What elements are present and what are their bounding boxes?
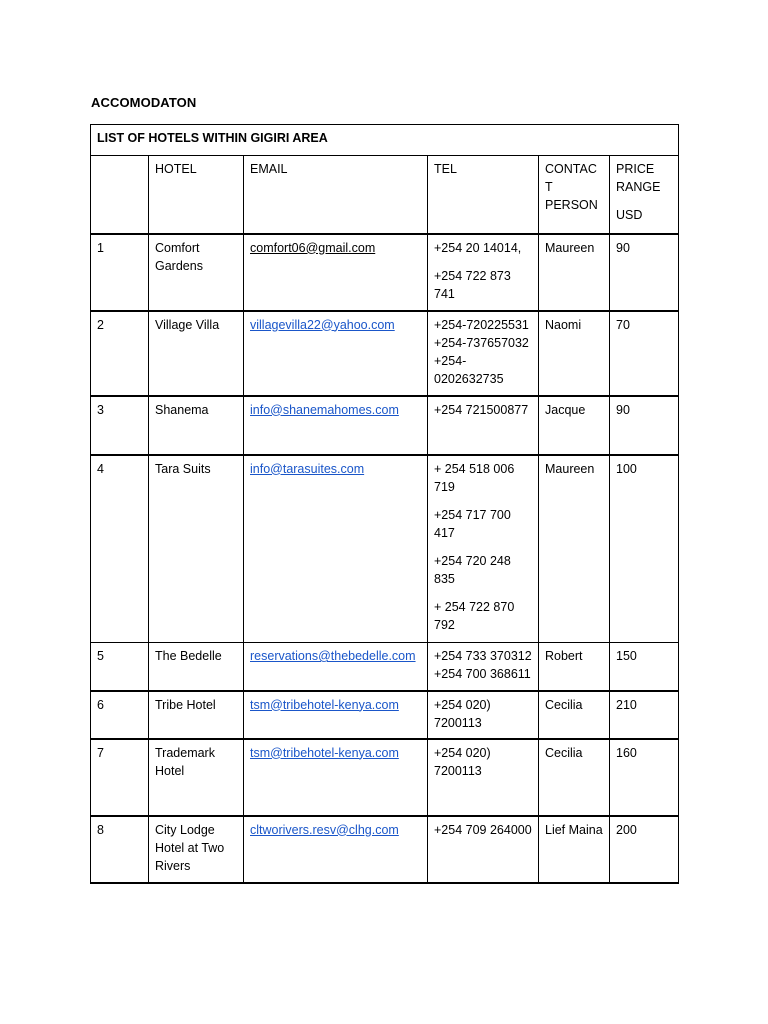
row-number: 6 <box>91 691 149 739</box>
email-link[interactable]: comfort06@gmail.com <box>250 240 376 255</box>
email-link[interactable]: reservations@thebedelle.com <box>250 649 416 663</box>
row-number: 7 <box>91 739 149 816</box>
tel-number: +254 20 14014, <box>434 240 522 255</box>
header-price-currency: USD <box>616 208 643 222</box>
header-contact <box>539 156 610 234</box>
tel-number: +254 722 873 741 <box>434 268 511 301</box>
email-link[interactable]: tsm@tribehotel-kenya.com <box>250 745 399 760</box>
price: 160 <box>610 739 679 816</box>
table-row <box>91 816 679 883</box>
tel-number: +254-737657032 <box>434 335 529 350</box>
header-price <box>610 156 679 234</box>
hotel-name: Village Villa <box>149 311 244 396</box>
tel-number: +254 717 700 417 <box>434 507 511 540</box>
hotel-tel <box>428 311 539 396</box>
hotel-name: Tribe Hotel <box>149 691 244 739</box>
table-row <box>91 643 679 691</box>
hotel-email <box>244 739 428 816</box>
contact-person: Maureen <box>539 234 610 311</box>
row-number: 2 <box>91 311 149 396</box>
contact-person: Robert <box>539 643 610 691</box>
email-link[interactable]: info@shanemahomes.com <box>250 402 399 417</box>
email-link[interactable]: villagevilla22@yahoo.com <box>250 317 395 332</box>
price: 200 <box>610 816 679 883</box>
contact-person: Cecilia <box>539 739 610 816</box>
header-contact-line: PERSON <box>545 198 598 212</box>
contact-person: Jacque <box>539 396 610 455</box>
row-number: 3 <box>91 396 149 455</box>
price: 70 <box>610 311 679 396</box>
tel-number: +254-720225531 <box>434 317 529 332</box>
header-price-line: PRICE <box>616 162 655 176</box>
tel-number: +254 733 370312 <box>434 649 532 663</box>
price: 90 <box>610 234 679 311</box>
hotel-name: Comfort Gardens <box>149 234 244 311</box>
hotels-table <box>90 124 679 884</box>
hotel-email <box>244 816 428 883</box>
hotel-name: Tara Suits <box>149 455 244 643</box>
header-tel: TEL <box>428 156 539 234</box>
hotel-tel <box>428 455 539 643</box>
table-row <box>91 311 679 396</box>
table-caption: LIST OF HOTELS WITHIN GIGIRI AREA <box>91 125 679 156</box>
price: 100 <box>610 455 679 643</box>
hotel-email <box>244 643 428 691</box>
table-row <box>91 234 679 311</box>
row-number: 1 <box>91 234 149 311</box>
tel-number: + 254 722 870 792 <box>434 599 515 632</box>
header-price-line: RANGE <box>616 180 661 194</box>
tel-number: +254-0202632735 <box>434 353 504 386</box>
hotel-email <box>244 311 428 396</box>
price: 150 <box>610 643 679 691</box>
hotel-tel <box>428 816 539 883</box>
hotel-name: The Bedelle <box>149 643 244 691</box>
tel-number: +254 700 368611 <box>434 667 531 681</box>
tel-number: +254 020) 7200113 <box>434 697 491 730</box>
header-hotel: HOTEL <box>149 156 244 234</box>
header-email: EMAIL <box>244 156 428 234</box>
hotel-tel <box>428 691 539 739</box>
tel-number: + 254 518 006 719 <box>434 461 515 494</box>
contact-person: Lief Maina <box>539 816 610 883</box>
hotel-name: Shanema <box>149 396 244 455</box>
contact-person: Naomi <box>539 311 610 396</box>
contact-person: Cecilia <box>539 691 610 739</box>
table-row <box>91 739 679 816</box>
table-row <box>91 455 679 643</box>
price: 90 <box>610 396 679 455</box>
hotel-email <box>244 455 428 643</box>
tel-number: +254 721500877 <box>434 402 529 417</box>
email-link[interactable]: cltworivers.resv@clhg.com <box>250 822 399 837</box>
table-row <box>91 396 679 455</box>
hotel-name: Trademark Hotel <box>149 739 244 816</box>
hotel-name: City Lodge Hotel at Two Rivers <box>149 816 244 883</box>
table-row <box>91 691 679 739</box>
hotel-email <box>244 396 428 455</box>
hotel-tel <box>428 739 539 816</box>
email-link[interactable]: tsm@tribehotel-kenya.com <box>250 697 399 712</box>
row-number: 8 <box>91 816 149 883</box>
hotel-tel <box>428 643 539 691</box>
table-caption-row <box>91 125 679 156</box>
document-heading: ACCOMODATON <box>91 95 197 110</box>
row-number: 5 <box>91 643 149 691</box>
tel-number: +254 709 264000 <box>434 822 532 837</box>
price: 210 <box>610 691 679 739</box>
email-link[interactable]: info@tarasuites.com <box>250 461 365 476</box>
hotel-email <box>244 234 428 311</box>
contact-person: Maureen <box>539 455 610 643</box>
hotel-tel <box>428 396 539 455</box>
table-header-row <box>91 156 679 234</box>
tel-number: +254 020) 7200113 <box>434 745 491 778</box>
hotel-tel <box>428 234 539 311</box>
header-no <box>91 156 149 234</box>
tel-number: +254 720 248 835 <box>434 553 511 586</box>
header-contact-line: CONTACT <box>545 162 597 194</box>
row-number: 4 <box>91 455 149 643</box>
hotel-email <box>244 691 428 739</box>
